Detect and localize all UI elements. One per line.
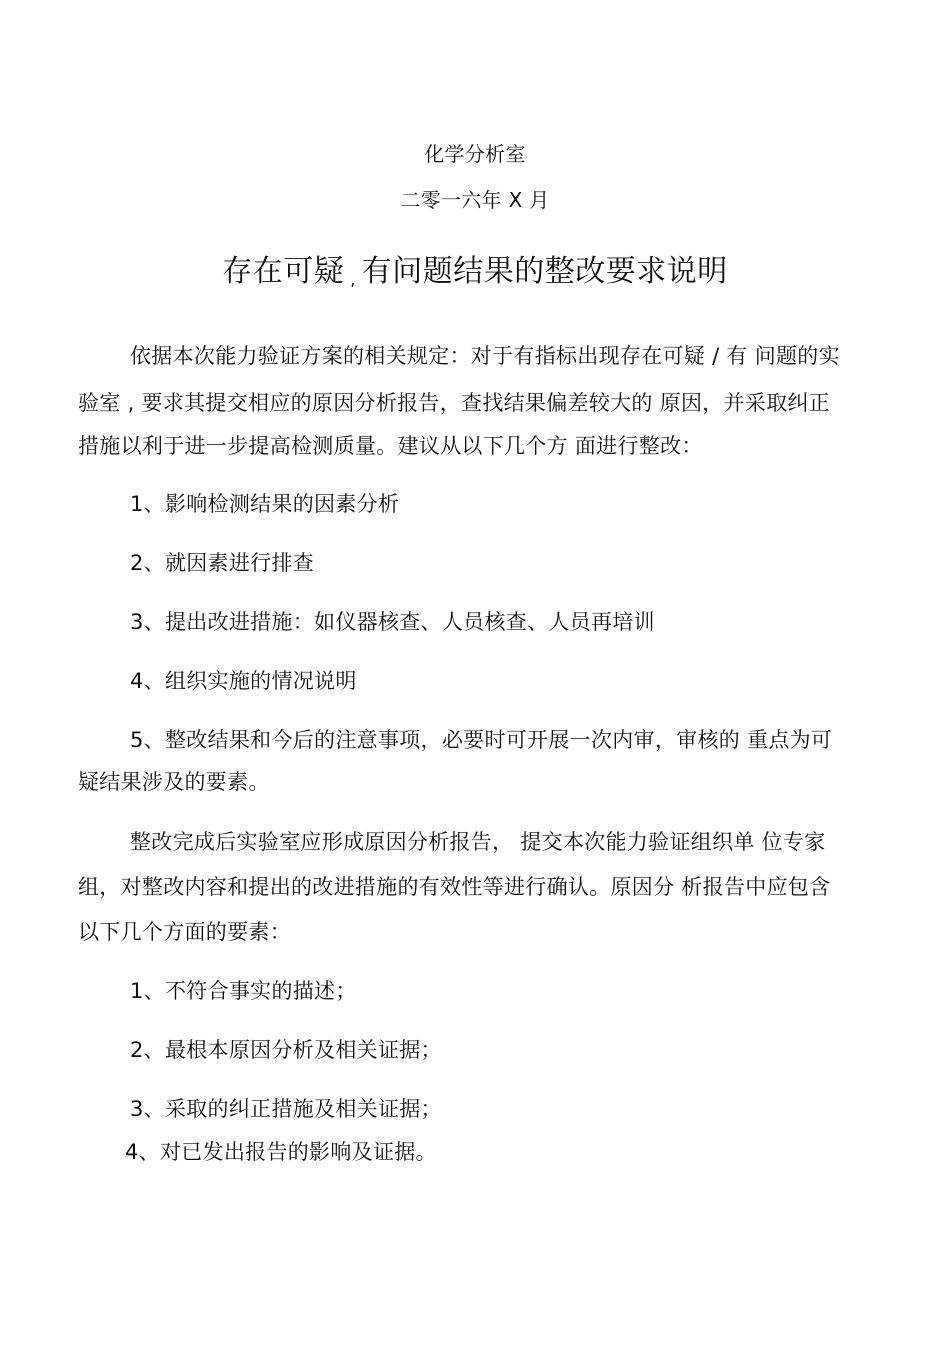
intro-line-3: 措施以利于进一步提高检测质量。建议从以下几个方 面进行整改： (78, 434, 703, 458)
rectification-item-2: 2、就因素进行排查 (130, 551, 315, 575)
organization-name: 化学分析室 (424, 142, 526, 166)
report-line-3: 以下几个方面的要素： (78, 920, 291, 944)
report-line-1: 整改完成后实验室应形成原因分析报告， 提交本次能力验证组织单 位专家 (130, 830, 826, 854)
title-separator: , (350, 270, 356, 289)
report-element-1: 1、不符合事实的描述； (130, 979, 357, 1003)
intro-line-2: 验室 , 要求其提交相应的原因分析报告，查找结果偏差较大的 原因，并采取纠正 (78, 391, 831, 415)
rectification-item-3: 3、提出改进措施：如仪器核查、人员核查、人员再培训 (130, 610, 655, 634)
report-element-2: 2、最根本原因分析及相关证据； (130, 1038, 442, 1062)
title-part-1: 存在可疑 (222, 254, 345, 289)
rectification-item-5-continuation: 疑结果涉及的要素。 (78, 770, 270, 794)
intro-line-1: 依据本次能力验证方案的相关规定：对于有指标出现存在可疑 / 有 问题的实 (130, 344, 840, 368)
rectification-item-4: 4、组织实施的情况说明 (130, 669, 357, 693)
rectification-item-5: 5、整改结果和今后的注意事项，必要时可开展一次内审，审核的 重点为可 (130, 728, 833, 752)
report-line-2: 组，对整改内容和提出的改进措施的有效性等进行确认。原因分 析报告中应包含 (78, 875, 831, 899)
document-title (0, 253, 950, 299)
report-element-3: 3、采取的纠正措施及相关证据； (130, 1097, 442, 1121)
report-element-4: 4、对已发出报告的影响及证据。 (125, 1140, 437, 1164)
document-date: 二零一六年 X 月 (400, 188, 550, 212)
rectification-item-1: 1、影响检测结果的因素分析 (130, 492, 400, 516)
title-part-2: 有问题结果的整改要求说明 (361, 254, 728, 289)
